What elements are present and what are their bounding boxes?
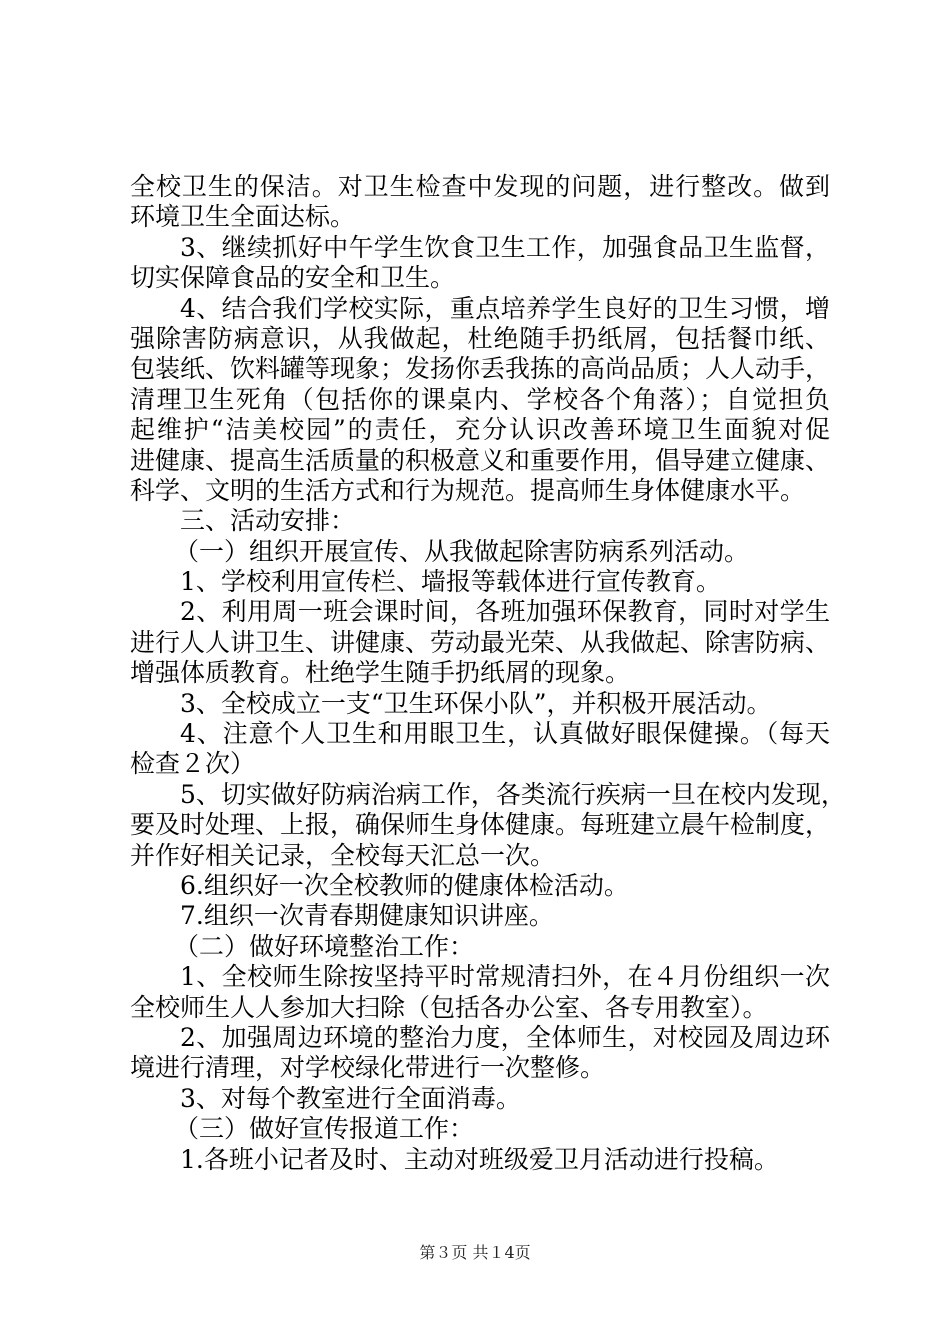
text-line: 增强体质教育。杜绝学生随手扔纸屑的现象。: [130, 658, 631, 688]
text-line: 1、全校师生除按坚持平时常规清扫外，在４月份组织一次: [180, 962, 830, 992]
text-line: 清理卫生死角（包括你的课桌内、学校各个角落）；自觉担负: [130, 384, 830, 414]
text-line: 5、切实做好防病治病工作，各类流行疾病一旦在校内发现，: [180, 779, 846, 809]
text-line: 4、注意个人卫生和用眼卫生，认真做好眼保健操。（每天: [180, 719, 830, 749]
text-line: 科学、文明的生活方式和行为规范。提高师生身体健康水平。: [130, 475, 806, 505]
text-line: 4、结合我们学校实际，重点培养学生良好的卫生习惯，增: [180, 293, 830, 323]
text-line: 3、对每个教室进行全面消毒。: [180, 1083, 521, 1113]
text-line: 进健康、提高生活质量的积极意义和重要作用，倡导建立健康、: [130, 445, 831, 475]
text-line: 进行人人讲卫生、讲健康、劳动最光荣、从我做起、除害防病、: [130, 627, 831, 657]
text-line: 3、全校成立一支“卫生环保小队”，并积极开展活动。: [180, 688, 772, 718]
text-line: 6.组织好一次全校教师的健康体检活动。: [180, 870, 629, 900]
text-line: 1.各班小记者及时、主动对班级爱卫月活动进行投稿。: [180, 1144, 779, 1174]
text-line: 起维护“洁美校园”的责任，充分认识改善环境卫生面貌对促: [130, 415, 830, 445]
text-line: 全校卫生的保洁。对卫生检查中发现的问题，进行整改。做到: [130, 172, 830, 201]
text-line: 切实保障食品的安全和卫生。: [130, 263, 456, 293]
text-line: 2、加强周边环境的整治力度，全体师生，对校园及周边环: [180, 1022, 830, 1052]
text-line: 包装纸、饮料罐等现象；发扬你丢我拣的高尚品质；人人动手，: [130, 354, 831, 384]
section-heading: 三、活动安排：: [180, 506, 356, 536]
subsection-heading: （一）组织开展宣传、从我做起除害防病系列活动。: [174, 536, 750, 566]
text-line: 并作好相关记录，全校每天汇总一次。: [130, 840, 556, 870]
text-line: 3、继续抓好中午学生饮食卫生工作，加强食品卫生监督，: [180, 232, 830, 262]
text-line: 1、学校利用宣传栏、墙报等载体进行宣传教育。: [180, 567, 721, 597]
text-line: 要及时处理、上报，确保师生身体健康。每班建立晨午检制度，: [130, 810, 831, 840]
page-footer: [0, 1242, 950, 1264]
text-line: 2、利用周一班会课时间，各班加强环保教育，同时对学生: [180, 597, 830, 627]
text-line: 环境卫生全面达标。: [130, 202, 356, 232]
text-line: 7.组织一次青春期健康知识讲座。: [180, 901, 554, 931]
page-number-label: 第３页 共１4页: [419, 1243, 531, 1262]
text-line: 强除害防病意识，从我做起，杜绝随手扔纸屑，包括餐巾纸、: [130, 323, 830, 353]
text-line: 检查２次）: [130, 749, 256, 779]
document-body: [130, 172, 846, 1175]
subsection-heading: （三）做好宣传报道工作：: [174, 1114, 475, 1144]
text-line: 境进行清理，对学校绿化带进行一次整修。: [130, 1053, 606, 1083]
text-line: 全校师生人人参加大扫除（包括各办公室、各专用教室）。: [130, 992, 768, 1022]
subsection-heading: （二）做好环境整治工作：: [174, 931, 475, 961]
